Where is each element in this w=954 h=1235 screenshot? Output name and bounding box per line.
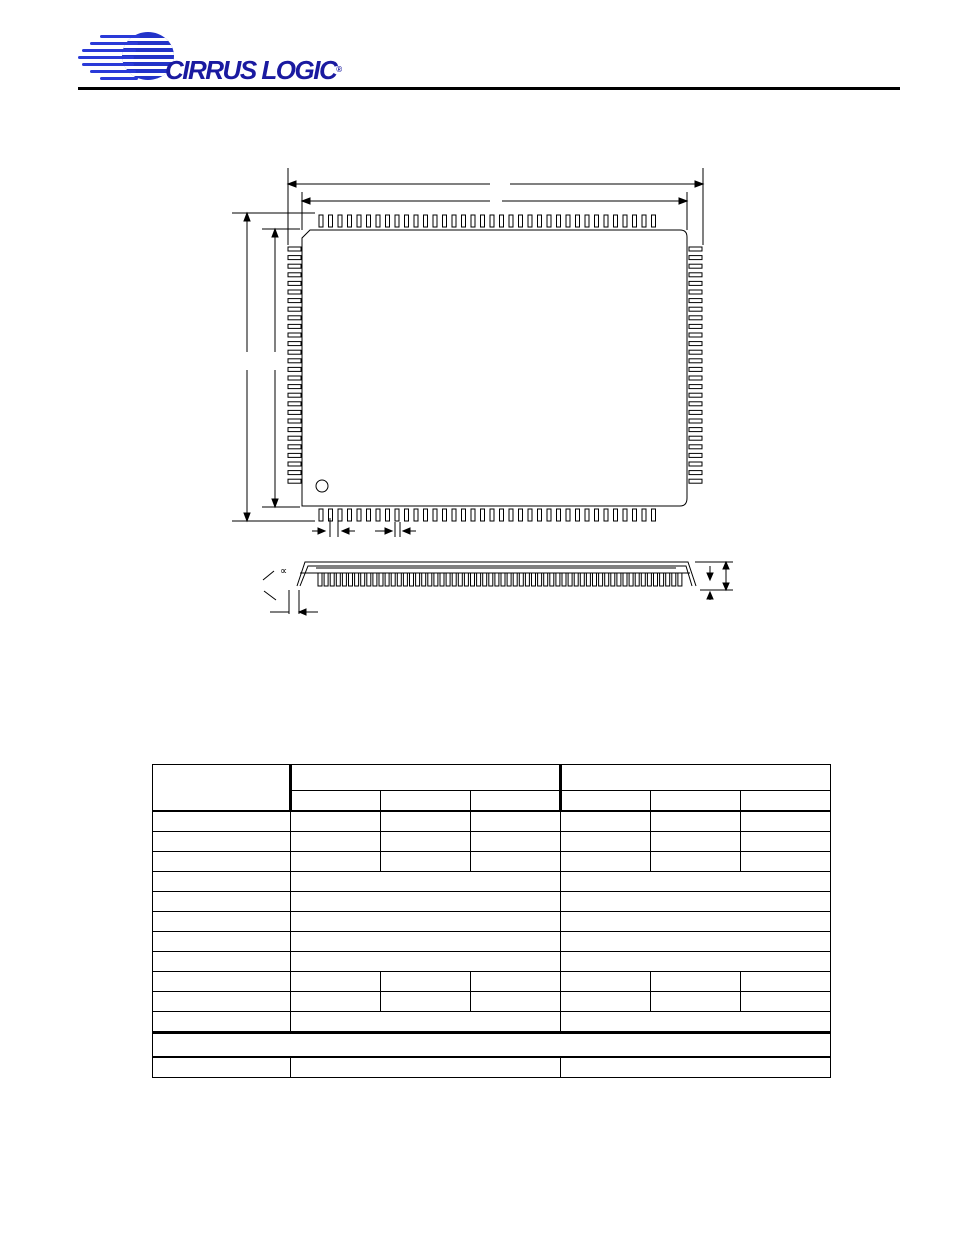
package-pin	[689, 342, 702, 346]
package-pin	[519, 215, 523, 227]
package-pin	[288, 402, 301, 406]
package-pin	[288, 436, 301, 440]
package-pin	[689, 264, 702, 268]
package-pin	[689, 324, 702, 328]
side-view-lead	[629, 573, 633, 586]
side-view-lead	[678, 573, 682, 586]
package-pin	[633, 215, 637, 227]
table-cell	[471, 811, 561, 832]
table-cell	[561, 852, 651, 872]
package-pin	[509, 509, 513, 521]
package-pin	[509, 215, 513, 227]
package-pin	[424, 215, 428, 227]
table-cell	[561, 1057, 831, 1078]
side-view-lead	[464, 573, 468, 586]
package-pin	[433, 215, 437, 227]
table-cell	[561, 992, 651, 1012]
side-view-lead	[391, 573, 395, 586]
table-row	[153, 912, 831, 932]
package-pin	[614, 509, 618, 521]
side-view-lead	[373, 573, 377, 586]
package-pin	[689, 436, 702, 440]
table-cell	[651, 972, 741, 992]
package-pin	[689, 247, 702, 251]
package-pin	[689, 402, 702, 406]
side-view-lead	[434, 573, 438, 586]
package-pin	[288, 393, 301, 397]
table-cell	[561, 932, 831, 952]
package-pin	[519, 509, 523, 521]
package-pin	[288, 462, 301, 466]
side-view-lead	[532, 573, 536, 586]
table-cell	[741, 992, 831, 1012]
package-pin	[689, 393, 702, 397]
package-pin	[319, 509, 323, 521]
table-label-cell	[153, 912, 291, 932]
package-pin	[642, 215, 646, 227]
package-pin	[367, 215, 371, 227]
table-cell	[651, 852, 741, 872]
table-cell	[291, 992, 381, 1012]
table-label-cell	[153, 1057, 291, 1078]
side-view-leads	[318, 573, 682, 586]
package-pin	[357, 215, 361, 227]
package-pin	[689, 428, 702, 432]
side-view-lead	[654, 573, 658, 586]
side-view-lead	[440, 573, 444, 586]
package-pin	[689, 453, 702, 457]
side-view-lead	[568, 573, 572, 586]
package-pin	[414, 215, 418, 227]
table-label-cell	[153, 952, 291, 972]
package-pin	[288, 385, 301, 389]
package-pin	[405, 215, 409, 227]
side-view-lead	[507, 573, 511, 586]
table-cell	[291, 972, 381, 992]
table-cell	[471, 852, 561, 872]
header-divider	[78, 87, 900, 90]
table-cell	[291, 932, 561, 952]
table-subheader-cell	[741, 791, 831, 812]
table-cell	[381, 972, 471, 992]
package-pin	[585, 509, 589, 521]
package-pin	[576, 509, 580, 521]
table-row	[153, 992, 831, 1012]
side-view-lead	[446, 573, 450, 586]
package-pin	[585, 215, 589, 227]
package-pin	[288, 316, 301, 320]
table-cell	[741, 972, 831, 992]
table-cell	[561, 1012, 831, 1033]
package-pin	[348, 509, 352, 521]
table-row	[153, 972, 831, 992]
side-view-lead	[379, 573, 383, 586]
package-pin	[338, 509, 342, 521]
table-cell	[291, 1057, 561, 1078]
package-pin	[288, 247, 301, 251]
package-pin	[386, 509, 390, 521]
side-view-lead	[611, 573, 615, 586]
side-view-lead	[513, 573, 517, 586]
page-header	[0, 0, 954, 95]
package-pin	[604, 215, 608, 227]
side-view-lead	[477, 573, 481, 586]
table-row	[153, 872, 831, 892]
package-pin	[689, 367, 702, 371]
table-cell	[561, 912, 831, 932]
table-label-cell	[153, 892, 291, 912]
side-view-lead	[599, 573, 603, 586]
side-view-lead	[349, 573, 353, 586]
table-cell	[471, 832, 561, 852]
table-subheader-cell	[471, 791, 561, 812]
table-cell	[561, 832, 651, 852]
package-pin	[288, 333, 301, 337]
package-pin	[547, 215, 551, 227]
table-cell	[561, 972, 651, 992]
package-pin	[689, 471, 702, 475]
table-cell	[651, 811, 741, 832]
side-view-lead	[550, 573, 554, 586]
package-pin	[357, 509, 361, 521]
table-cell	[381, 852, 471, 872]
table-cell	[381, 832, 471, 852]
side-view-lead	[483, 573, 487, 586]
package-pin	[566, 509, 570, 521]
package-pin	[689, 462, 702, 466]
table-cell	[291, 811, 381, 832]
package-pin	[557, 509, 561, 521]
side-view-lead	[525, 573, 529, 586]
package-pin	[424, 509, 428, 521]
package-pins-left	[288, 247, 301, 483]
package-pin	[329, 215, 333, 227]
side-view-lead	[342, 573, 346, 586]
package-pin	[452, 509, 456, 521]
side-view-lead	[428, 573, 432, 586]
side-view-lead	[574, 573, 578, 586]
table-cell	[291, 912, 561, 932]
table-label-cell	[153, 1012, 291, 1033]
package-pin	[652, 509, 656, 521]
table-note-row	[153, 1033, 831, 1058]
side-view-lead	[410, 573, 414, 586]
table-cell	[291, 892, 561, 912]
package-pin	[386, 215, 390, 227]
side-view-lead	[471, 573, 475, 586]
side-view-lead	[458, 573, 462, 586]
package-pin	[288, 367, 301, 371]
side-view-lead	[647, 573, 651, 586]
side-view-lead	[318, 573, 322, 586]
table-label-cell	[153, 811, 291, 832]
brand-name: CIRRUS LOGIC	[165, 55, 337, 85]
package-pin	[395, 509, 399, 521]
side-view-lead	[593, 573, 597, 586]
package-pin	[538, 215, 542, 227]
table-row	[153, 932, 831, 952]
package-pin	[288, 350, 301, 354]
side-view-lead	[367, 573, 371, 586]
side-view-lead	[324, 573, 328, 586]
package-pin	[288, 419, 301, 423]
package-pin	[288, 307, 301, 311]
package-pin	[288, 479, 301, 483]
table-label-cell	[153, 932, 291, 952]
package-pin	[689, 445, 702, 449]
package-pin	[689, 307, 702, 311]
svg-text:∝: ∝	[280, 566, 288, 577]
package-pin	[689, 273, 702, 277]
package-pin	[288, 428, 301, 432]
package-pin	[633, 509, 637, 521]
package-pin	[288, 273, 301, 277]
table-row	[153, 892, 831, 912]
package-pin	[288, 445, 301, 449]
side-view-lead	[416, 573, 420, 586]
side-view-lead	[556, 573, 560, 586]
cirrus-logic-logo-icon	[76, 30, 176, 82]
package-pin	[395, 215, 399, 227]
side-view-lead	[452, 573, 456, 586]
side-view-lead	[330, 573, 334, 586]
package-pin	[538, 509, 542, 521]
side-view-lead	[544, 573, 548, 586]
side-view-lead	[422, 573, 426, 586]
package-pin	[433, 509, 437, 521]
table-cell	[561, 892, 831, 912]
package-pin	[443, 215, 447, 227]
table-cell	[291, 832, 381, 852]
package-pin	[288, 290, 301, 294]
package-pin	[288, 324, 301, 328]
package-pin	[689, 256, 702, 260]
side-view-lead	[562, 573, 566, 586]
side-view-lead	[501, 573, 505, 586]
table-row	[153, 1057, 831, 1078]
package-pin	[338, 215, 342, 227]
package-outline-drawing	[0, 150, 954, 630]
package-pin	[471, 215, 475, 227]
package-pin	[471, 509, 475, 521]
table-cell	[291, 1012, 561, 1033]
package-pin	[452, 215, 456, 227]
table-label-cell	[153, 832, 291, 852]
side-view-lead	[641, 573, 645, 586]
package-pin	[642, 509, 646, 521]
side-view-lead	[355, 573, 359, 586]
table-label-cell	[153, 872, 291, 892]
table-cell	[741, 852, 831, 872]
side-view-lead	[660, 573, 664, 586]
package-pin	[689, 419, 702, 423]
package-pin	[367, 509, 371, 521]
package-pin	[604, 509, 608, 521]
table-note-cell	[153, 1033, 831, 1058]
table-subheader-cell	[561, 791, 651, 812]
package-pin	[288, 359, 301, 363]
package-pins-top	[319, 215, 656, 227]
table-cell	[651, 992, 741, 1012]
table-group-header	[561, 765, 831, 791]
table-header-cell	[153, 765, 291, 812]
package-pin	[490, 509, 494, 521]
package-pin	[652, 215, 656, 227]
table-row	[153, 952, 831, 972]
table-group-header	[291, 765, 561, 791]
package-pin	[462, 215, 466, 227]
package-pin	[623, 509, 627, 521]
side-view-lead	[623, 573, 627, 586]
package-pin	[614, 215, 618, 227]
table-cell	[471, 972, 561, 992]
side-view-lead	[586, 573, 590, 586]
package-pin	[689, 316, 702, 320]
package-pin	[528, 509, 532, 521]
package-pin	[348, 215, 352, 227]
package-pin	[288, 342, 301, 346]
package-pin	[376, 215, 380, 227]
table-row	[153, 852, 831, 872]
table-label-cell	[153, 972, 291, 992]
side-view-lead	[617, 573, 621, 586]
package-pin	[547, 509, 551, 521]
package-pin	[376, 509, 380, 521]
side-view-lead	[403, 573, 407, 586]
table-cell	[741, 832, 831, 852]
package-pin	[595, 509, 599, 521]
side-view-lead	[489, 573, 493, 586]
side-view-lead	[397, 573, 401, 586]
package-pin	[689, 385, 702, 389]
table-row	[153, 811, 831, 832]
package-pin	[500, 509, 504, 521]
package-pin	[689, 333, 702, 337]
side-view-lead	[580, 573, 584, 586]
table-row	[153, 1012, 831, 1033]
side-view-lead	[635, 573, 639, 586]
package-pin	[595, 215, 599, 227]
table-subheader-cell	[651, 791, 741, 812]
package-pin	[414, 509, 418, 521]
package-pin	[288, 299, 301, 303]
package-pin	[462, 509, 466, 521]
package-pin	[288, 471, 301, 475]
package-pin	[288, 453, 301, 457]
table-row	[153, 832, 831, 852]
table-subheader-cell	[381, 791, 471, 812]
brand-wordmark	[165, 57, 342, 83]
table-cell	[291, 852, 381, 872]
package-pin	[288, 410, 301, 414]
package-pin	[319, 215, 323, 227]
package-pin	[490, 215, 494, 227]
package-pin	[288, 281, 301, 285]
package-pins-bottom	[319, 509, 656, 521]
package-side-view	[263, 562, 733, 615]
table-cell	[561, 811, 651, 832]
table-cell	[381, 992, 471, 1012]
package-pin	[288, 264, 301, 268]
package-pin	[689, 281, 702, 285]
table-label-cell	[153, 992, 291, 1012]
side-view-lead	[538, 573, 542, 586]
table-cell	[471, 992, 561, 1012]
table-subheader-cell	[291, 791, 381, 812]
table-cell	[291, 952, 561, 972]
package-pin	[689, 299, 702, 303]
side-view-lead	[519, 573, 523, 586]
table-cell	[741, 811, 831, 832]
table-cell	[381, 811, 471, 832]
package-pin	[405, 509, 409, 521]
side-view-lead	[605, 573, 609, 586]
package-pin	[576, 215, 580, 227]
package-pin	[481, 509, 485, 521]
package-pins-right	[689, 247, 702, 483]
package-pin	[689, 359, 702, 363]
package-pin	[557, 215, 561, 227]
package-pin	[443, 509, 447, 521]
side-view-lead	[385, 573, 389, 586]
package-pin	[689, 410, 702, 414]
side-view-lead	[666, 573, 670, 586]
table-label-cell	[153, 852, 291, 872]
table-cell	[651, 832, 741, 852]
package-pin	[528, 215, 532, 227]
table-cell	[561, 952, 831, 972]
side-view-lead	[495, 573, 499, 586]
package-pin	[689, 290, 702, 294]
side-view-lead	[361, 573, 365, 586]
package-pin	[623, 215, 627, 227]
package-pin	[481, 215, 485, 227]
dimension-table	[152, 764, 831, 1078]
package-pin	[689, 350, 702, 354]
package-pin	[566, 215, 570, 227]
trademark-symbol: ®	[336, 65, 343, 74]
table-cell	[561, 872, 831, 892]
package-pin	[500, 215, 504, 227]
package-pin	[689, 376, 702, 380]
table-header-row	[153, 765, 831, 791]
package-pin	[288, 376, 301, 380]
package-pin	[689, 479, 702, 483]
table-cell	[291, 872, 561, 892]
package-pin	[288, 256, 301, 260]
side-view-lead	[336, 573, 340, 586]
side-view-lead	[672, 573, 676, 586]
